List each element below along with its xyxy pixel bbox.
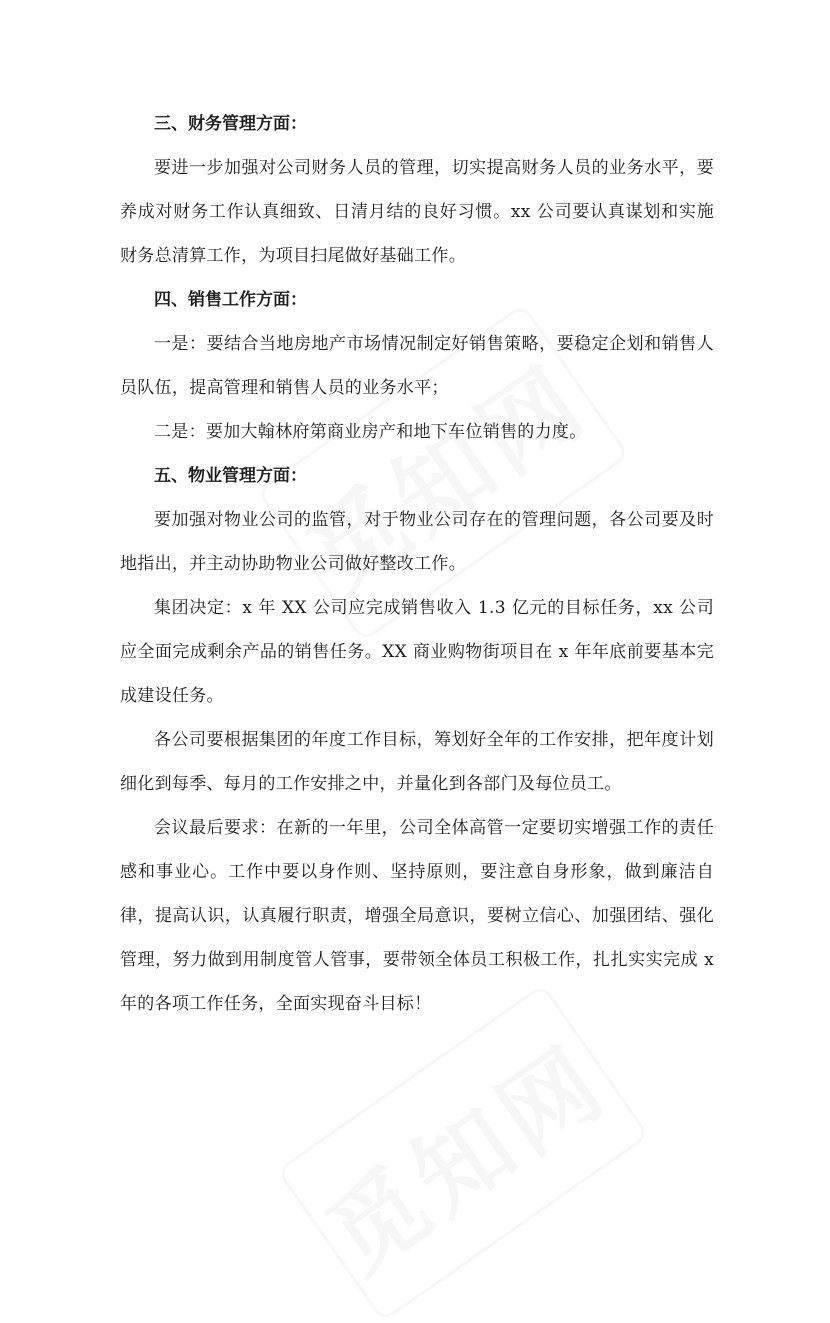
paragraph-sales-item-2: 二是：要加大翰林府第商业房产和地下车位销售的力度。 bbox=[154, 422, 587, 442]
document-body bbox=[120, 102, 714, 1026]
watermark bbox=[276, 983, 650, 1322]
section-heading-finance: 三、财务管理方面： bbox=[154, 114, 307, 134]
section-heading-sales: 四、销售工作方面： bbox=[154, 290, 307, 310]
section-heading-property: 五、物业管理方面： bbox=[154, 466, 307, 486]
paragraph-sales-item-1: 一是：要结合当地房地产市场情况制定好销售策略，要稳定企划和销售人员队伍，提高管理和销售人员的业务水平； bbox=[120, 334, 714, 398]
paragraph-plan: 各公司要根据集团的年度工作目标，筹划好全年的工作安排，把年度计划细化到每季、每月的工作安排之中，并量化到各部门及每位员工。 bbox=[120, 730, 714, 794]
paragraph-final: 会议最后要求：在新的一年里，公司全体高管一定要切实增强工作的责任感和事业心。工作中要以身作则、坚持原则，要注意自身形象，做到廉洁自律，提高认识，认真履行职责，增强全局意识，要树立信心、加强团结、强化管理，努力做到用制度管人管事，要带领全体员工积极工作，扎扎实实完成 x 年的各项工作任务，全面实现奋斗目标！ bbox=[120, 818, 714, 1014]
paragraph-property: 要加强对物业公司的监管，对于物业公司存在的管理问题，各公司要及时地指出，并主动协助物业公司做好整改工作。 bbox=[120, 510, 714, 574]
paragraph-decision: 集团决定：x 年 XX 公司应完成销售收入 1.3 亿元的目标任务，xx 公司应全面完成剩余产品的销售任务。XX 商业购物街项目在 x 年年底前要基本完成建设任务。 bbox=[120, 598, 714, 706]
paragraph-finance: 要进一步加强对公司财务人员的管理，切实提高财务人员的业务水平，要养成对财务工作认真细致、日清月结的良好习惯。xx 公司要认真谋划和实施财务总清算工作，为项目扫尾做好基础工作。 bbox=[120, 158, 714, 266]
